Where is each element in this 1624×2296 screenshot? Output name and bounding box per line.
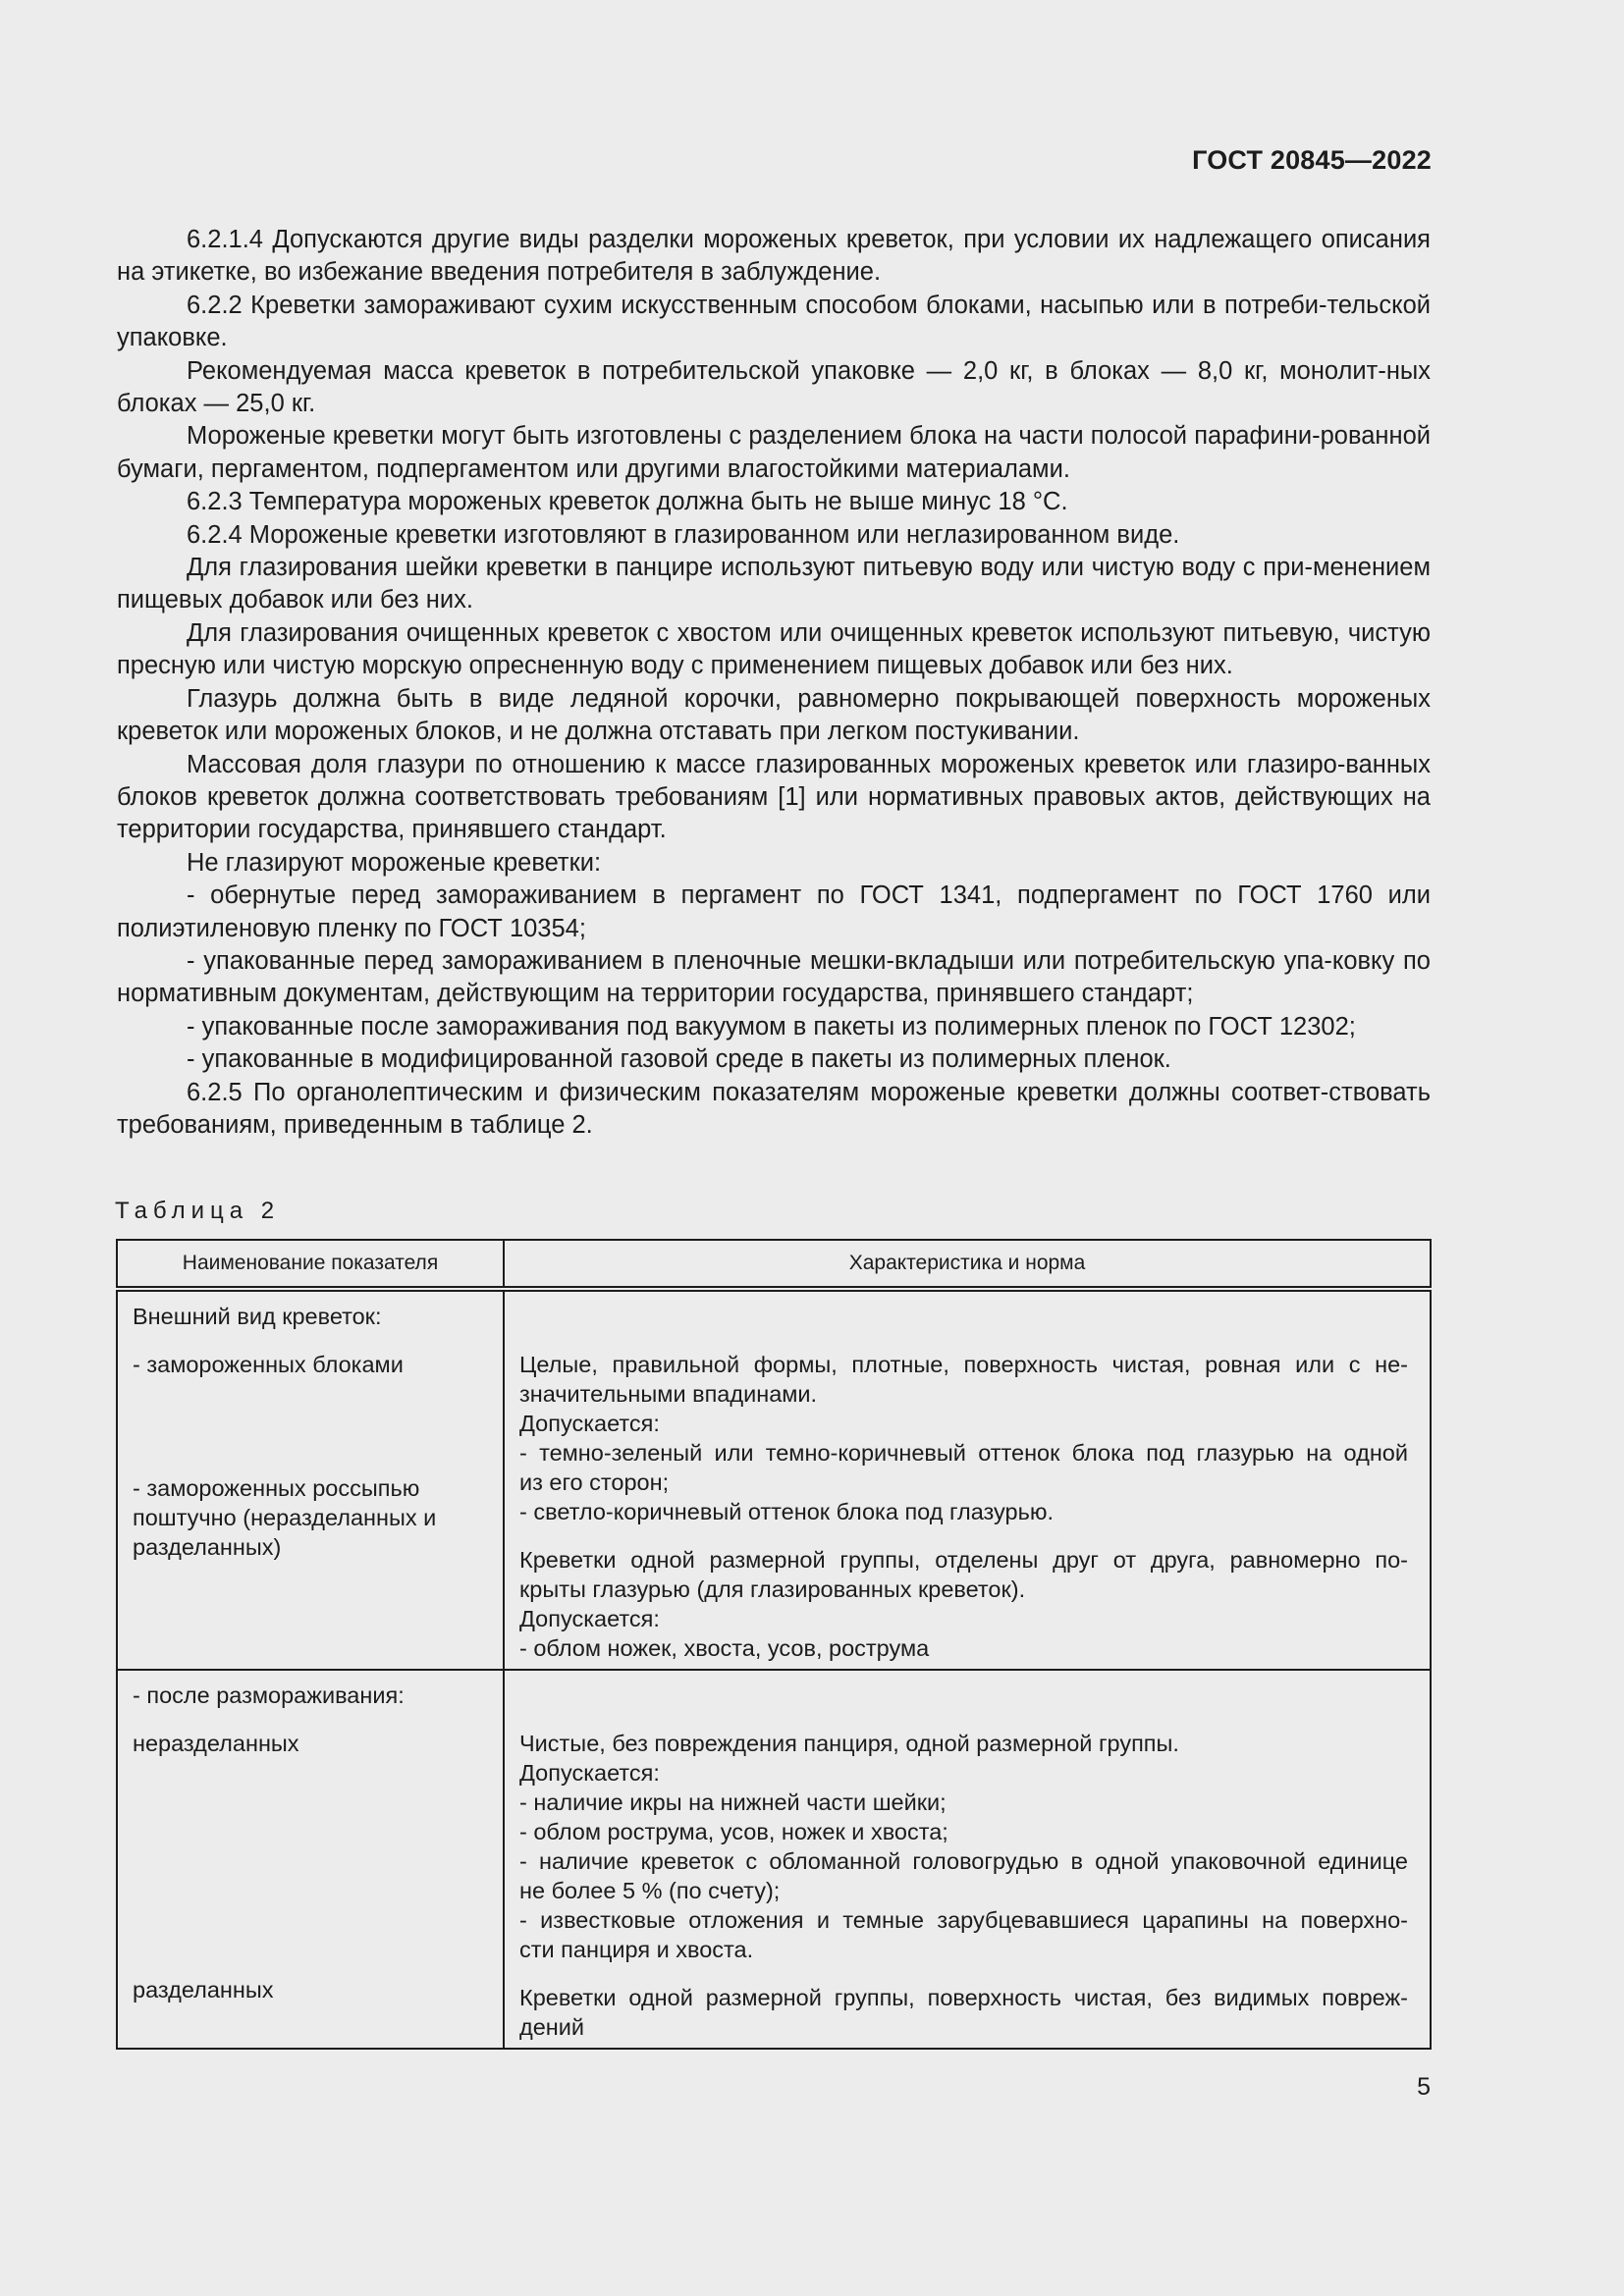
paragraph: 6.2.2 Креветки замораживают сухим искусственным способом блоками, насыпью или в потреби-тельской упаковке. [117, 291, 1431, 352]
list-item: - упакованные в модифицированной газовой среде в пакеты из полимерных пленок. [187, 1045, 1171, 1074]
document-id-header: ГОСТ 20845—2022 [1192, 145, 1432, 175]
characteristic-cell [504, 1670, 1431, 2049]
paragraph: Для глазирования очищенных креветок с хвостом или очищенных креветок используют питьевую, чистую пресную или чистую морскую опресненную воду с применением пищевых добавок или без них. [117, 618, 1431, 680]
paragraph: 6.2.1.4 Допускаются другие виды разделки мороженых креветок, при условии их надлежащего описания на этикетке, во избежание введения потребителя в заблуждение. [117, 226, 1431, 287]
paragraph: Массовая доля глазури по отношению к массе глазированных мороженых креветок или глазиро-ванных блоков креветок должна соответствовать требованиям [1] или нормативных правовых актов, действующих на территории государства, принявшего стандарт. [117, 750, 1431, 844]
paragraph: 6.2.5 По органолептическим и физическим показателям мороженые креветки должны соответ-ствовать требованиям, приведенным в таблице 2. [117, 1078, 1431, 1139]
table-caption: Таблица 2 [115, 1198, 281, 1224]
header-indicator-name: Наименование показателя [117, 1240, 504, 1289]
paragraph: Мороженые креветки могут быть изготовлены с разделением блока на части полосой парафини-рованной бумаги, пергаментом, подпергаментом или другими влагостойкими материалами. [117, 422, 1431, 483]
row-label: - замороженных россыпью поштучно (неразделанных и разделанных) [133, 1475, 437, 1560]
characteristic-text: Креветки одной размерной группы, поверхность чистая, без видимых повреж- дений [519, 1985, 1408, 2040]
indicator-cell [117, 1670, 504, 2049]
paragraph: 6.2.4 Мороженые креветки изготовляют в глазированном или неглазированном виде. [187, 520, 1180, 549]
list-item: - обернутые перед замораживанием в пергамент по ГОСТ 1341, подпергамент по ГОСТ 1760 или полиэтиленовую пленку по ГОСТ 10354; [117, 881, 1431, 942]
table-row [117, 1289, 1431, 1670]
row-label: - замороженных блоками [133, 1352, 404, 1377]
paragraph: Не глазируют мороженые креветки: [187, 848, 602, 877]
characteristic-text: Целые, правильной формы, плотные, поверхность чистая, ровная или с не- значительными впадинами. Допускается: - темно-зеленый или темно-коричневый оттенок блока под глазурью на одной из его сторон; - светло-коричневый оттенок блока под глазурью. [519, 1352, 1408, 1524]
table-container [116, 1239, 1432, 2050]
section-body [117, 224, 1431, 1142]
list-item: - упакованные перед замораживанием в пленочные мешки-вкладыши или потребительскую упа-ковку по нормативным документам, действующим на территории государства, принявшего стандарт; [117, 946, 1431, 1008]
table-header-row [117, 1240, 1431, 1289]
characteristic-cell [504, 1289, 1431, 1670]
header-characteristic: Характеристика и норма [504, 1240, 1431, 1289]
row-label: разделанных [133, 1977, 274, 2002]
paragraph: Для глазирования шейки креветки в панцире используют питьевую воду или чистую воду с при-менением пищевых добавок или без них. [117, 554, 1431, 614]
table-row [117, 1670, 1431, 2049]
indicator-cell [117, 1289, 504, 1670]
list-item: - упакованные после замораживания под вакуумом в пакеты из полимерных пленок по ГОСТ 12302; [187, 1012, 1356, 1041]
group-title: Внешний вид креветок: [133, 1304, 382, 1329]
requirements-table [116, 1239, 1432, 2050]
paragraph: Рекомендуемая масса креветок в потребительской упаковке — 2,0 кг, в блоках — 8,0 кг, монолит-ных блоках — 25,0 кг. [117, 356, 1431, 418]
characteristic-text: Чистые, без повреждения панциря, одной размерной группы. Допускается: - наличие икры на нижней части шейки; - облом рострума, усов, ножек и хвоста; - наличие креветок с обломанной головогрудью в одной упаковочной единице не более 5 % (по счету); - известковые отложения и темные зарубцевавшиеся царапины на поверхно- сти панциря и хвоста. [519, 1731, 1408, 1962]
characteristic-text: Креветки одной размерной группы, отделены друг от друга, равномерно по- крыты глазурью (для глазированных креветок). Допускается: - облом ножек, хвоста, усов, рострума [519, 1547, 1408, 1661]
page-number: 5 [1417, 2073, 1431, 2101]
group-title: - после размораживания: [133, 1682, 405, 1708]
row-label: неразделанных [133, 1731, 299, 1756]
paragraph: 6.2.3 Температура мороженых креветок должна быть не выше минус 18 °С. [187, 488, 1068, 516]
paragraph: Глазурь должна быть в виде ледяной корочки, равномерно покрывающей поверхность мороженых креветок или мороженых блоков, и не должна отставать при легком постукивании. [117, 684, 1431, 746]
